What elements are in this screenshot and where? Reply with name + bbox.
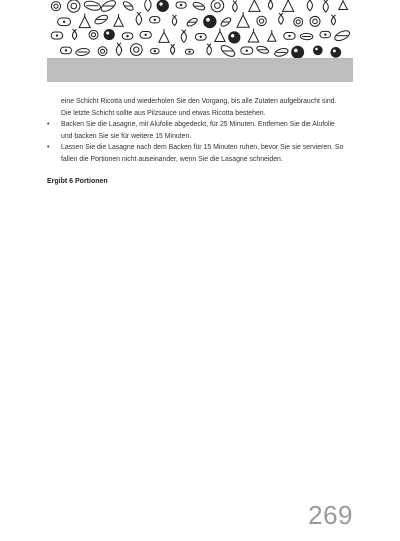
doodle-shape xyxy=(323,2,328,12)
page-number: 269 xyxy=(308,500,353,530)
doodle-shape xyxy=(54,4,58,8)
doodle-shape xyxy=(72,31,76,39)
text-line: fallen die Portionen nicht auseinander, wenn Sie die Lasagne schneiden. xyxy=(61,155,283,163)
text-line: und backen Sie sie für weitere 15 Minuten. xyxy=(61,132,192,140)
bullet-marker: • xyxy=(47,144,50,152)
doodle-shape xyxy=(331,48,341,58)
doodle-shape xyxy=(182,30,186,32)
doodle-shape xyxy=(207,44,211,46)
doodle-shape xyxy=(324,33,326,35)
doodle-shape xyxy=(171,44,175,46)
text-line: eine Schicht Ricotta und wiederholen Sie den Vorgang, bis alle Zutaten aufgebraucht sind. xyxy=(61,98,337,105)
continuation-paragraph xyxy=(47,96,357,119)
doodle-shape xyxy=(269,0,273,1)
doodle-shape xyxy=(106,32,109,35)
doodle-shape xyxy=(231,34,234,37)
doodle-shape xyxy=(310,16,320,26)
doodle-shape xyxy=(315,48,318,51)
doodle-shape xyxy=(181,32,186,42)
doodle-shape xyxy=(159,32,169,42)
doodle-shape xyxy=(200,36,202,38)
doodle-shape xyxy=(180,4,182,6)
header-bar xyxy=(47,58,353,82)
doodle-shape xyxy=(215,31,225,41)
doodle-shape xyxy=(73,29,77,31)
list-item xyxy=(47,142,357,165)
doodle-shape xyxy=(51,2,60,11)
doodle-shape xyxy=(268,33,276,41)
doodle-shape xyxy=(117,43,121,45)
doodle-shape xyxy=(154,50,156,52)
doodle-shape xyxy=(249,0,260,11)
doodle-shape xyxy=(92,33,96,37)
doodle-shape xyxy=(116,45,121,56)
doodle-shape xyxy=(56,34,58,36)
doodle-shape xyxy=(283,0,294,11)
doodle-shape xyxy=(157,0,168,11)
doodle-shape xyxy=(248,31,259,42)
recipe-instructions xyxy=(47,96,357,187)
doodle-shape xyxy=(172,17,176,26)
doodle-shape xyxy=(188,50,190,52)
doodle-shape xyxy=(206,18,210,22)
doodle-shape xyxy=(331,17,335,25)
doodle-shape xyxy=(99,0,117,13)
doodle-shape xyxy=(204,15,216,27)
doodle-shape xyxy=(233,1,237,3)
doodle-shape xyxy=(296,20,300,24)
doodle-shape xyxy=(268,1,272,9)
doodle-shape xyxy=(246,49,248,51)
doodle-shape xyxy=(154,19,156,21)
doodle-shape xyxy=(279,13,283,15)
yield-note: Ergibt 6 Portionen xyxy=(47,177,108,185)
doodle-shape xyxy=(313,19,318,24)
doodle-shape xyxy=(211,0,224,12)
doodle-shape xyxy=(65,49,67,51)
doodle-shape xyxy=(331,15,335,17)
doodle-shape xyxy=(144,34,146,36)
doodle-shape xyxy=(63,21,65,23)
doodle-shape xyxy=(233,3,238,12)
doodle-shape xyxy=(294,49,298,53)
doodle-shape xyxy=(279,15,284,24)
doodle-shape xyxy=(130,44,142,56)
doodle-shape xyxy=(288,35,290,37)
doodle-shape xyxy=(237,15,249,27)
doodle-shape xyxy=(229,32,240,43)
doodle-shape xyxy=(172,15,176,17)
doodle-shape xyxy=(68,0,80,12)
doodle-shape xyxy=(101,49,105,53)
doodle-shape xyxy=(134,47,139,52)
bullet-marker: • xyxy=(47,121,50,129)
doodle-shape xyxy=(294,17,303,26)
doodle-shape xyxy=(98,47,107,56)
vegetable-doodle-pattern xyxy=(47,0,353,58)
doodle-shape xyxy=(126,35,128,37)
list-item xyxy=(47,119,357,142)
doodle-shape xyxy=(104,29,114,39)
doodle-shape xyxy=(207,46,212,55)
doodle-shape xyxy=(257,16,266,25)
doodle-shape xyxy=(333,49,336,52)
doodle-shape xyxy=(324,0,328,2)
doodle-shape xyxy=(79,16,90,27)
doodle-shape xyxy=(307,0,312,10)
text-line: Die letzte Schicht sollte aus Pilzsauce und etwas Ricotta bestehen. xyxy=(61,109,266,117)
doodle-shape xyxy=(215,3,221,9)
doodle-shape xyxy=(114,17,123,26)
doodle-shape xyxy=(89,30,98,39)
doodle-shape xyxy=(136,14,141,25)
doodle-shape xyxy=(292,46,304,58)
text-line: Lassen Sie die Lasagne nach dem Backen für 15 Minuten ruhen, bevor Sie sie servieren. So xyxy=(61,144,344,152)
doodle-shape xyxy=(259,19,263,23)
doodle-shape xyxy=(159,2,162,5)
doodle-shape xyxy=(314,46,323,55)
doodle-shape xyxy=(339,1,348,10)
doodle-shape xyxy=(137,12,141,14)
doodle-shape xyxy=(145,0,151,11)
doodle-shape xyxy=(171,46,175,54)
text-line: Backen Sie die Lasagne, mit Alufolie abgedeckt, für 25 Minuten. Entfernen Sie die Alufolie xyxy=(61,121,335,129)
doodle-shape xyxy=(71,3,77,9)
vegetable-pattern-art xyxy=(47,0,353,58)
